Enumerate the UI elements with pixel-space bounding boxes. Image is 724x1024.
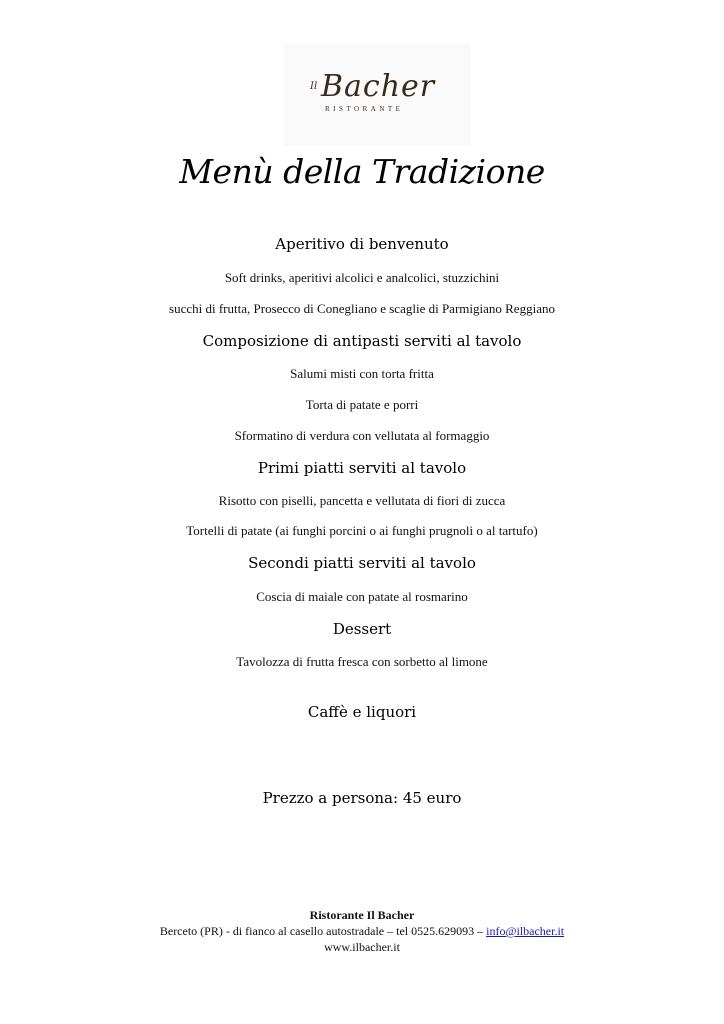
menu-item: Tortelli di patate (ai funghi porcini o ai funghi prugnoli o al tartufo) [186,523,538,538]
logo-prefix: Il [310,81,318,92]
menu-title: Menù della Tradizione [179,152,545,191]
menu-item: Risotto con piselli, pancetta e vellutata di fiori di zucca [218,493,506,508]
section-heading-dessert: Dessert [332,620,392,638]
footer-address: Berceto (PR) - di fianco al casello autostradale – tel 0525.629093 – [159,924,487,938]
section-heading-caffe: Caffè e liquori [307,703,417,721]
footer-restaurant-name: Ristorante Il Bacher [309,908,415,922]
menu-item: Soft drinks, aperitivi alcolici e analcolici, stuzzichini [224,270,500,285]
section-heading-aperitivo: Aperitivo di benvenuto [275,235,449,253]
restaurant-logo [283,44,471,146]
footer-contact [0,924,724,939]
footer-website[interactable]: www.ilbacher.it [324,940,400,954]
menu-item: Coscia di maiale con patate al rosmarino [256,589,468,604]
logo-name: Bacher [321,69,436,104]
menu-item: Tavolozza di frutta fresca con sorbetto al limone [236,654,488,669]
menu-item: Salumi misti con torta fritta [290,366,434,381]
menu-item: Sformatino di verdura con vellutata al formaggio [234,428,490,443]
section-heading-primi: Primi piatti serviti al tavolo [257,459,467,477]
menu-item: succhi di frutta, Prosecco di Conegliano e scaglie di Parmigiano Reggiano [169,301,555,316]
logo-subtitle: RISTORANTE [325,105,404,113]
price-per-person: Prezzo a persona: 45 euro [262,789,462,807]
menu-item: Torta di patate e porri [305,397,419,412]
section-heading-antipasti: Composizione di antipasti serviti al tavolo [202,332,522,350]
email-link[interactable]: info@ilbacher.it [486,924,565,938]
section-heading-secondi: Secondi piatti serviti al tavolo [248,554,476,572]
